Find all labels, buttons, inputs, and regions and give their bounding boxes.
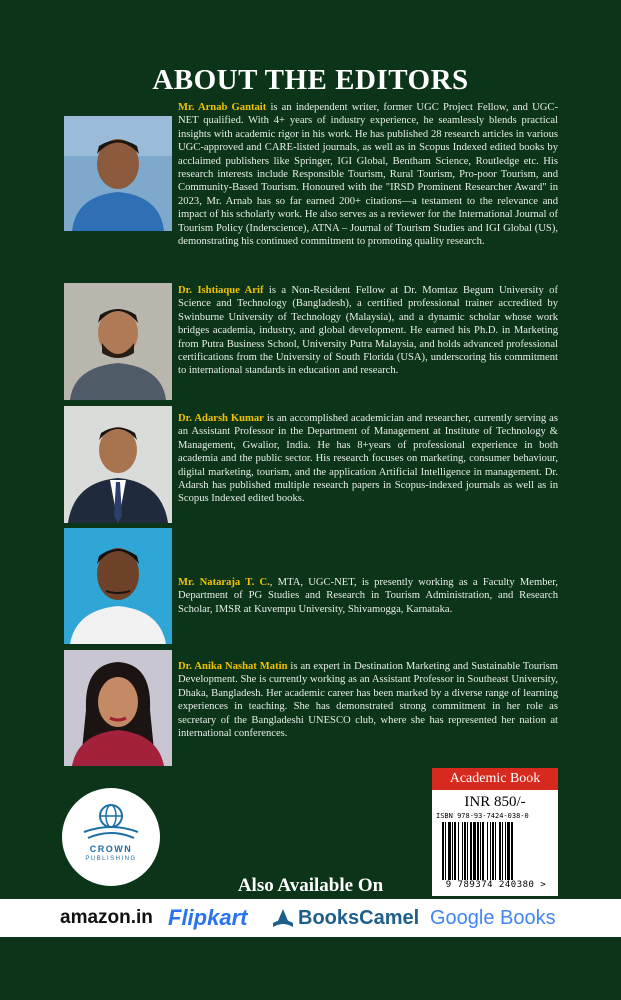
editor-bio-text: is an accomplished academician and researcher, currently serving as an Assistant Professor in the Department of Management at Institute of Technology & Management, Gwalior, India. He has 8+years of professional experience in both academia and the public sector. His research focuses on marketing, consumer behaviour, digital marketing, tourism, and the application Artificial Intelligence in management. Dr. Adarsh has published multiple research papers in Scopus-indexed journals as well as in Scopus Indexed edited books. xyxy=(178,413,558,505)
editor-bio-text: is an expert in Destination Marketing and Sustainable Tourism Development. She is currently working as an Assistant Professor in Southeast University, Dhaka, Bangladesh. Her academic career has been marked by a diverse range of learning experiences in teaching. She has demonstrated strong commitment in her role as secretary of the Bangladeshi UNESCO club, where she has represented her nation at international conferences. xyxy=(178,661,558,740)
editor-name: Dr. Adarsh Kumar xyxy=(178,413,264,424)
barcode-number: 9 789374 240380 > xyxy=(445,880,547,890)
editor-photo-2 xyxy=(64,283,172,400)
portrait-image xyxy=(64,650,172,766)
editor-photo-4 xyxy=(64,528,172,644)
isbn-label: ISBN 978-93-7424-038-0 xyxy=(436,812,529,820)
portrait-image xyxy=(64,406,172,523)
publisher-logo xyxy=(62,788,160,886)
portrait-image xyxy=(64,528,172,644)
editor-bio-4 xyxy=(178,576,558,616)
editor-name: Mr. Arnab Gantait xyxy=(178,102,267,113)
stores-bar xyxy=(0,899,621,937)
availability-heading: Also Available On xyxy=(237,875,384,896)
publisher-subtitle: PUBLISHING xyxy=(85,856,137,862)
price-label: INR 850/- xyxy=(464,794,526,810)
editor-name: Dr. Ishtiaque Arif xyxy=(178,285,264,296)
category-badge: Academic Book xyxy=(432,768,558,790)
barcode xyxy=(440,822,552,882)
store-amazon[interactable]: amazon.in xyxy=(60,907,153,928)
editor-bio-5 xyxy=(178,660,558,740)
store-bookscamel[interactable]: BooksCamel xyxy=(298,907,420,929)
editor-photo-3 xyxy=(64,406,172,523)
globe-icon xyxy=(62,788,160,886)
publisher-name: CROWN xyxy=(89,844,133,854)
editor-photo-5 xyxy=(64,650,172,766)
editor-bio-text: , MTA, UGC-NET, is presently working as a Faculty Member, Department of PG Studies and Research in Tourism Administration, and Research Scholar, IMSR at Kuvempu University, Shivamogga, Karnataka. xyxy=(178,577,558,615)
editor-name: Dr. Anika Nashat Matin xyxy=(178,661,288,672)
store-google-books[interactable]: Google Books xyxy=(430,907,556,929)
editor-bio-3 xyxy=(178,412,558,506)
books-icon xyxy=(270,899,296,937)
page-title: ABOUT THE EDITORS xyxy=(152,64,469,96)
editor-photo-1 xyxy=(64,116,172,231)
editor-bio-1 xyxy=(178,101,558,248)
editor-bio-2 xyxy=(178,284,558,378)
portrait-image xyxy=(64,116,172,231)
editor-bio-text: is a Non-Resident Fellow at Dr. Momtaz Begum University of Science and Technology (Bangladesh), a certified professional trainer accredited by Swinburne University of Technology (Malaysia), and a dynamic scholar whose work bridges academia, industry, and global development. He earned his Ph.D. in Marketing from Putra Business School, University Putra Malaysia, and holds advanced professional certifications from the University of South Florida (USA), underscoring his commitment to international standards in education and research. xyxy=(178,285,558,377)
portrait-image xyxy=(64,283,172,400)
store-flipkart[interactable]: Flipkart xyxy=(168,905,248,930)
editor-bio-text: is an independent writer, former UGC Project Fellow, and UGC-NET qualified. With 4+ years of industry experience, he seamlessly blends practical insights with academic rigor in his work. He has published 28 research articles in various UGC-approved and CARE-listed journals, as well as in Scopus Indexed edited books by acclaimed publishers like Springer, IGI Global, Bentham Science, Routledge etc. His research interests include Responsible Tourism, Rural Tourism, Pro-poor Tourism, and Community-Based Tourism. Honoured with the "IRSD Prominent Researcher Award" in 2023, Mr. Arnab has so far earned 200+ citations—a testament to the relevance and impact of his scholarly work. He also serves as a reviewer for the International Journal of Tourism Policy (Inderscience), ATNA – Journal of Tourism Studies and IGI Global (US), demonstrating his continued commitment to promoting quality research. xyxy=(178,102,559,248)
editor-name: Mr. Nataraja T. C. xyxy=(178,577,270,588)
